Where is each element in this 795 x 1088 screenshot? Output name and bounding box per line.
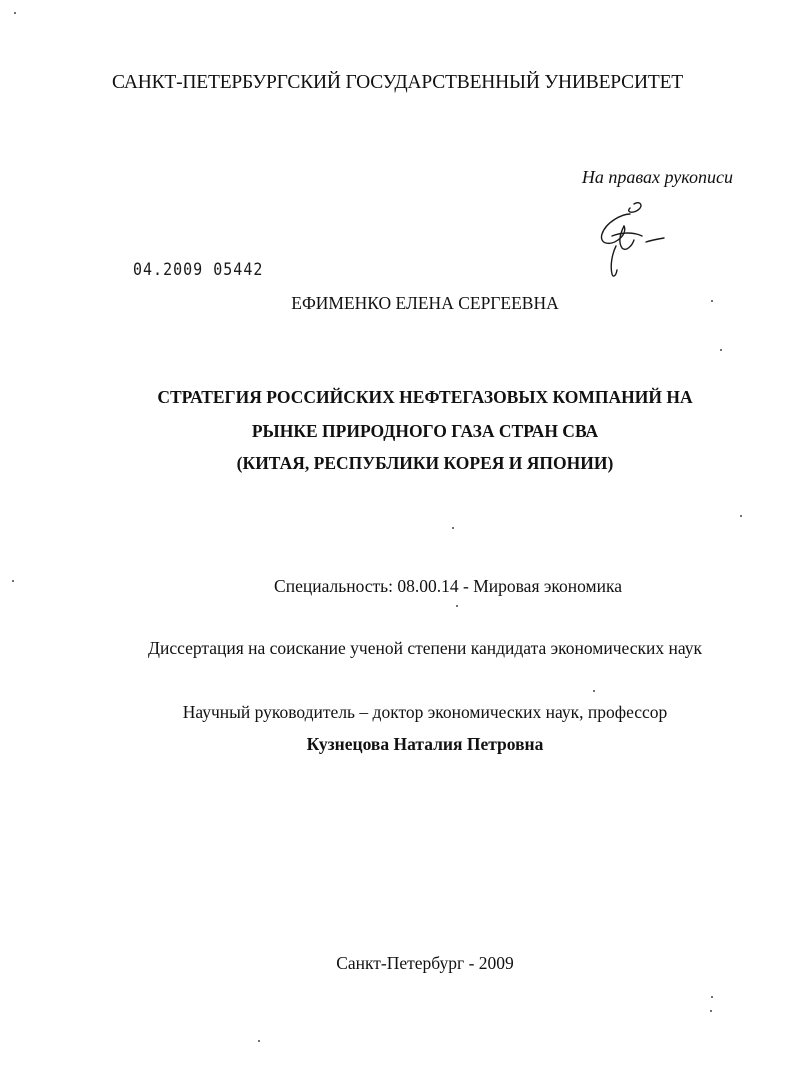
university-name: САНКТ-ПЕТЕРБУРГСКИЙ ГОСУДАРСТВЕННЫЙ УНИВЕРСИТЕТ <box>111 72 684 93</box>
scan-speck <box>593 690 595 692</box>
dissertation-title-line-3: (КИТАЯ, РЕСПУБЛИКИ КОРЕЯ И ЯПОНИИ) <box>236 453 614 473</box>
author-name: ЕФИМЕНКО ЕЛЕНА СЕРГЕЕВНА <box>291 293 559 313</box>
dissertation-degree: Диссертация на соискание ученой степени кандидата экономических наук <box>148 638 702 658</box>
specialty: Специальность: 08.00.14 - Мировая экономика <box>274 576 622 596</box>
scan-speck <box>710 1010 712 1012</box>
supervisor-name: Кузнецова Наталия Петровна <box>306 734 544 754</box>
scan-speck <box>720 349 722 351</box>
scan-speck <box>12 580 14 582</box>
city-year: Санкт-Петербург - 2009 <box>336 953 514 973</box>
archive-stamp-code: 04.2009 05442 <box>133 258 264 280</box>
scan-speck <box>711 996 713 998</box>
supervisor-role: Научный руководитель – доктор экономических наук, профессор <box>182 702 668 722</box>
scan-speck <box>711 300 713 302</box>
scan-speck <box>456 605 458 607</box>
scan-speck <box>14 12 16 14</box>
scan-speck <box>452 527 454 529</box>
scan-speck <box>740 515 742 517</box>
handwritten-signature <box>582 196 672 286</box>
dissertation-title-line-1: СТРАТЕГИЯ РОССИЙСКИХ НЕФТЕГАЗОВЫХ КОМПАНИЙ НА <box>157 387 693 407</box>
manuscript-note: На правах рукописи <box>581 167 733 187</box>
dissertation-title-line-2: РЫНКЕ ПРИРОДНОГО ГАЗА СТРАН СВА <box>251 421 599 441</box>
scan-speck <box>258 1040 260 1042</box>
